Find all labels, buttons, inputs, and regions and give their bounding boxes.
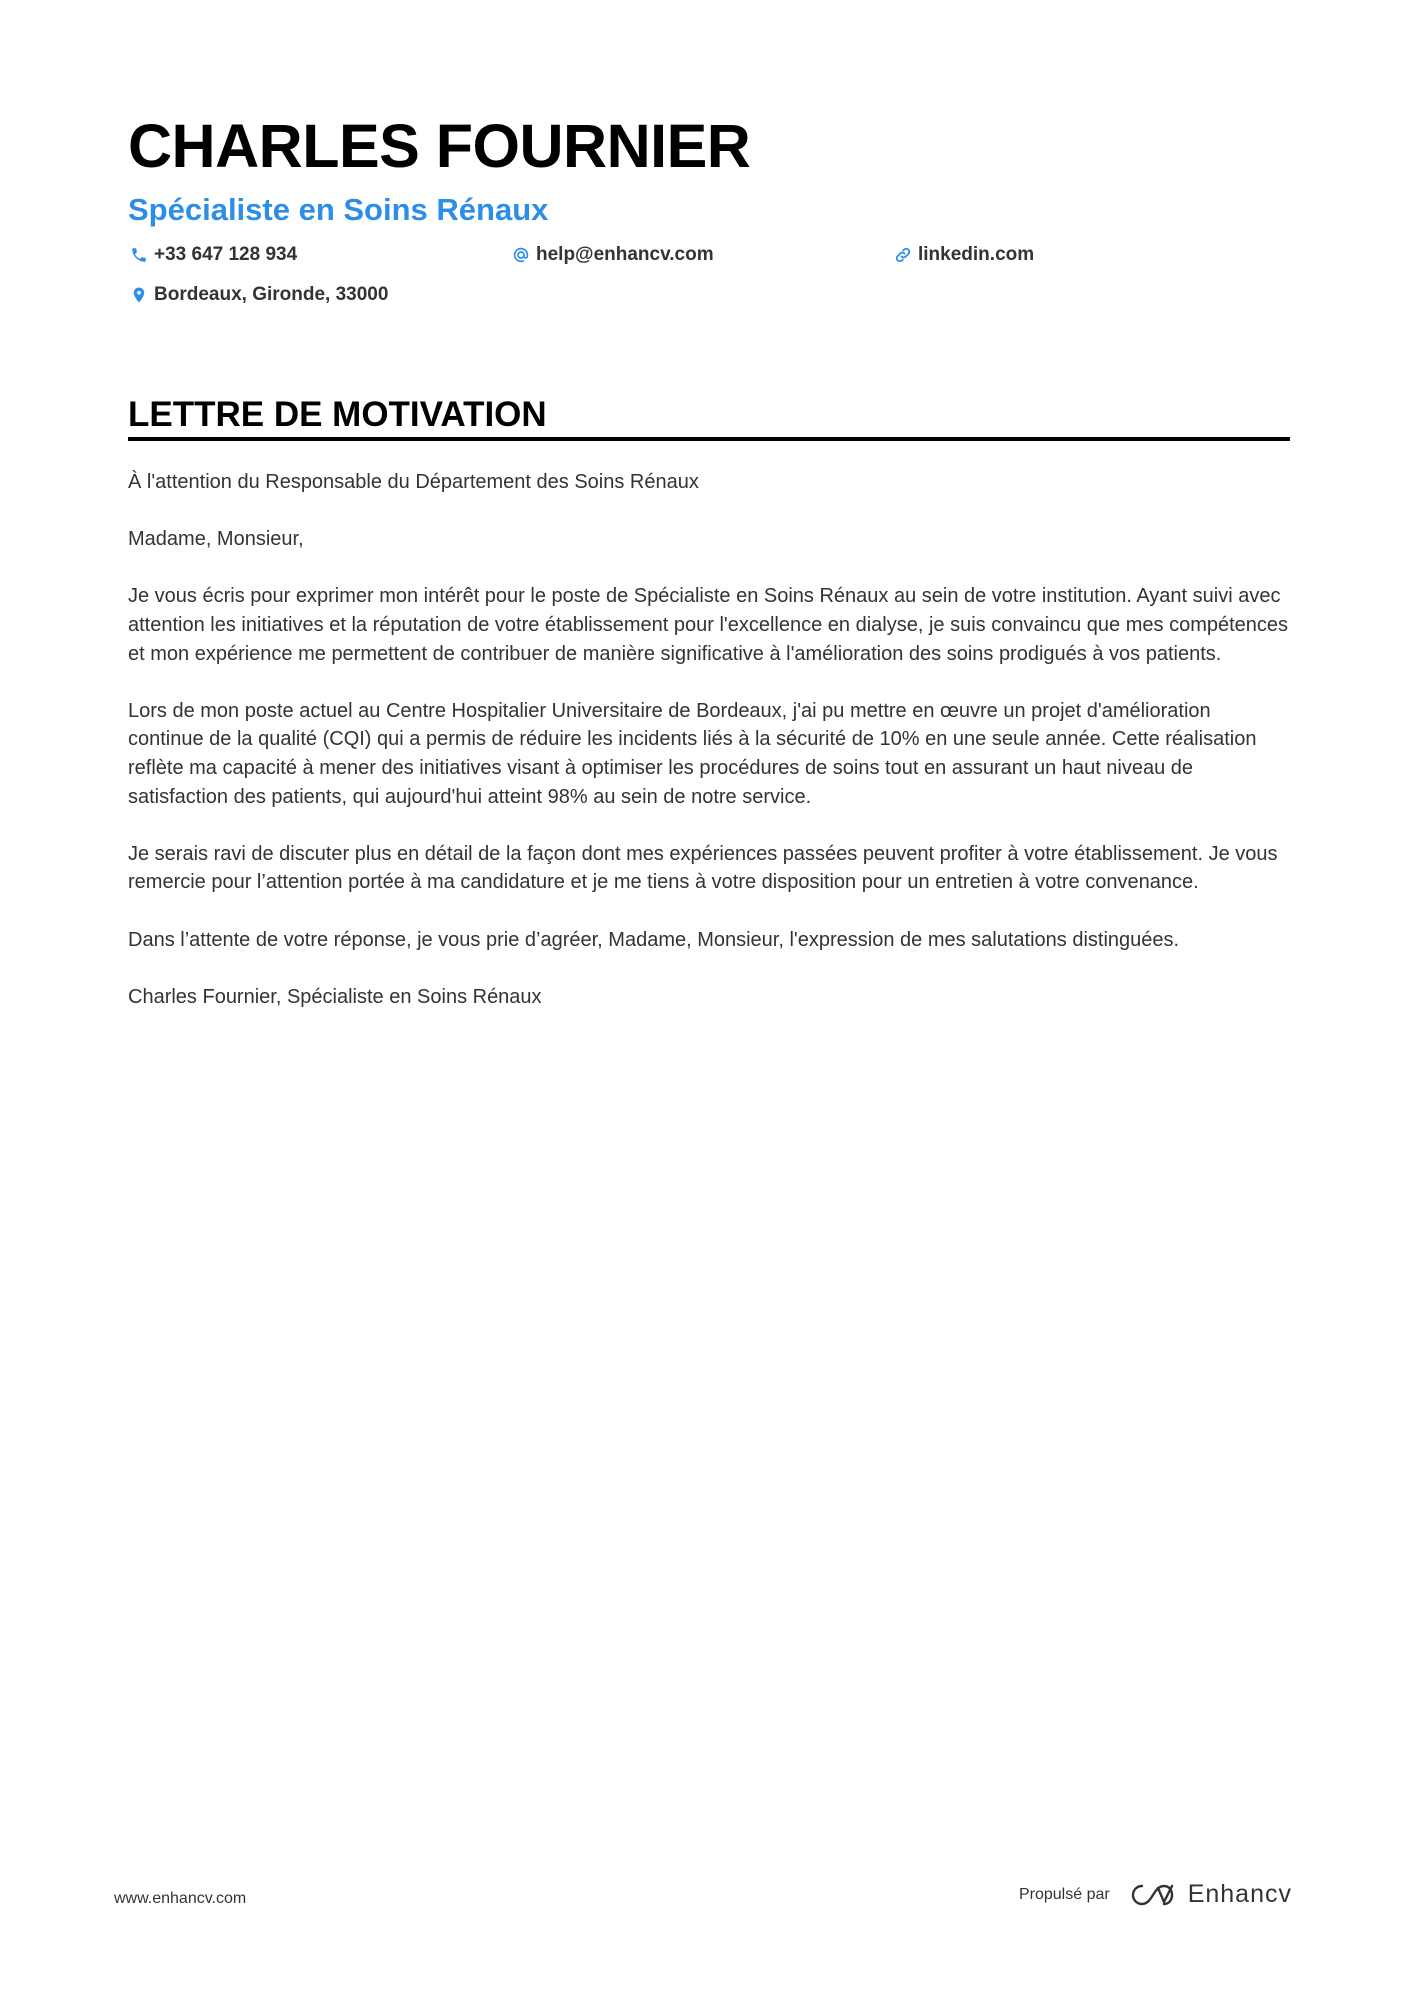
- email-text[interactable]: help@enhancv.com: [536, 244, 714, 265]
- footer-branding: [1019, 1880, 1292, 1909]
- letter-salutation: Madame, Monsieur,: [128, 528, 304, 551]
- candidate-title: Spécialiste en Soins Rénaux: [128, 192, 549, 227]
- contact-link[interactable]: [894, 242, 1034, 268]
- phone-icon: [130, 246, 148, 264]
- letter-signature: Charles Fournier, Spécialiste en Soins Rénaux: [128, 985, 542, 1008]
- contact-phone: [130, 242, 297, 268]
- letter-body: [128, 468, 1290, 1040]
- link-icon: [894, 246, 912, 264]
- phone-text: +33 647 128 934: [154, 244, 298, 265]
- powered-by-label: Propulsé par: [1018, 1885, 1110, 1903]
- letter-closing: Dans l’attente de votre réponse, je vous prie d’agréer, Madame, Monsieur, l'expression de mes salutations distinguées.: [128, 928, 1180, 951]
- section-title: LETTRE DE MOTIVATION: [128, 395, 547, 434]
- section-divider: [128, 437, 1290, 441]
- enhancv-logo-icon: [1130, 1882, 1176, 1908]
- contact-email[interactable]: [512, 242, 714, 268]
- letter-paragraph: Je vous écris pour exprimer mon intérêt pour le poste de Spécialiste en Soins Rénaux au sein de votre institution. Ayant suivi avec attention les initiatives et la réputation de votre établissement pour l'excellence en dialyse, je suis convaincu que mes compétences et mon expérience me permettent de contribuer de manière significative à l'amélioration des soins prodigués à vos patients.: [128, 585, 1289, 665]
- candidate-name: CHARLES FOURNIER: [128, 112, 751, 180]
- brand-name: Enhancv: [1187, 1880, 1292, 1908]
- location-pin-icon: [130, 286, 148, 304]
- letter-paragraph: Je serais ravi de discuter plus en détail de la façon dont mes expériences passées peuvent profiter à votre établissement. Je vous remercie pour l’attention portée à ma candidature et je me tiens à votre disposition pour un entretien à votre convenance.: [128, 842, 1278, 894]
- letter-paragraph: Lors de mon poste actuel au Centre Hospitalier Universitaire de Bordeaux, j'ai pu mettre en œuvre un projet d'amélioration continue de la qualité (CQI) qui a permis de réduire les incidents liés à la sécurité de 10% en une seule année. Cette réalisation reflète ma capacité à mener des initiatives visant à optimiser les procédures de soins tout en assurant un haut niveau de satisfaction des patients, qui aujourd'hui atteint 98% au sein de notre service.: [128, 699, 1257, 808]
- letter-recipient: À l'attention du Responsable du Département des Soins Rénaux: [128, 471, 699, 493]
- footer-website[interactable]: www.enhancv.com: [114, 1890, 247, 1907]
- link-text[interactable]: linkedin.com: [918, 244, 1035, 265]
- at-icon: [512, 246, 530, 264]
- location-text: Bordeaux, Gironde, 33000: [154, 284, 389, 305]
- contact-location: [130, 282, 388, 308]
